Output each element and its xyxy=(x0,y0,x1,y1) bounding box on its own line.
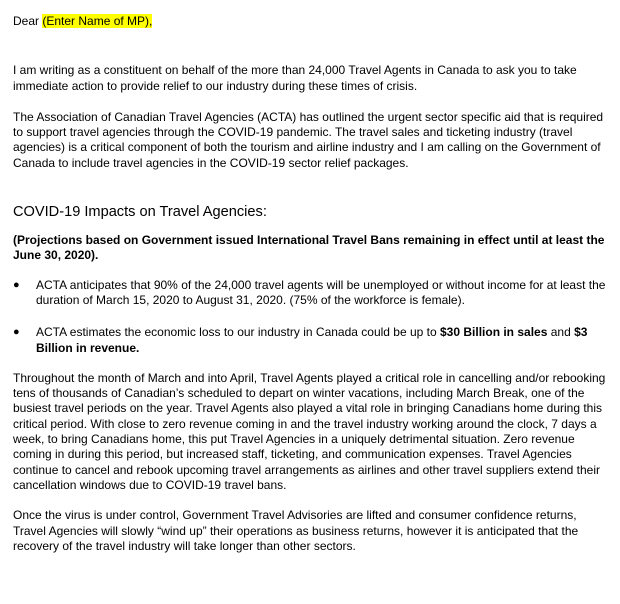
salutation-prefix: Dear xyxy=(13,14,43,28)
list-item xyxy=(13,325,606,356)
section-heading: COVID-19 Impacts on Travel Agencies: xyxy=(13,204,267,221)
sales-loss-figure: $30 Billion in sales xyxy=(440,325,548,340)
mp-name-placeholder: (Enter Name of MP), xyxy=(42,14,153,28)
projection-note: (Projections based on Government issued International Travel Bans remaining in effect until at least the June 30, 2020). xyxy=(13,233,605,263)
bullet-icon: ● xyxy=(13,278,20,291)
list-item xyxy=(13,278,606,309)
acta-paragraph: The Association of Canadian Travel Agencies (ACTA) has outlined the urgent sector specific aid that is required to support travel agencies through the COVID-19 pandemic. The travel sales and ticketing industry (travel agencies) is a critical component of both the tourism and airline industry and I am calling on the Government of Canada to include travel agencies in the COVID-19 sector relief packages. xyxy=(13,109,604,170)
bullet-text: ACTA anticipates that 90% of the 24,000 travel agents will be unemployed or without income for at least the duration of March 15, 2020 to August 31, 2020. (75% of the workforce is female). xyxy=(36,277,606,307)
march-paragraph: Throughout the month of March and into April, Travel Agents played a critical role in cancelling and/or rebooking tens of thousands of Canadian’s scheduled to depart on winter vacations, including March Break, one of the busiest travel periods on the year. Travel Agents also played a vital role in bringing Canadians home during this critical period. With close to zero revenue coming in and the travel industry working around the clock, 7 days a week, to bring Canadians home, this put Travel Agencies in a uniquely detrimental situation. Zero revenue coming in during this period, but increased staff, ticketing, and communication expenses. Travel Agencies continue to cancel and rebook upcoming travel arrangements as airlines and other travel suppliers extend their cancellation windows due to COVID-19 travel bans. xyxy=(13,370,606,492)
bullet-icon: ● xyxy=(13,326,20,339)
intro-paragraph: I am writing as a constituent on behalf of the more than 24,000 Travel Agents in Canada to ask you to take immediate action to provide relief to our industry during these times of crisis. xyxy=(13,63,577,93)
closing-paragraph: Once the virus is under control, Government Travel Advisories are lifted and consumer confidence returns, Travel Agencies will slowly “wind up” their operations as business returns, however it is anticipated that the recovery of the travel industry will take longer than other sectors. xyxy=(13,508,579,553)
revenue-loss-figure: $3 Billion in revenue. xyxy=(36,325,588,355)
salutation xyxy=(13,14,606,29)
impact-list xyxy=(13,278,606,356)
bullet-text-middle: and xyxy=(547,325,575,340)
bullet-text-prefix: ACTA estimates the economic loss to our industry in Canada could be up to xyxy=(36,325,440,340)
